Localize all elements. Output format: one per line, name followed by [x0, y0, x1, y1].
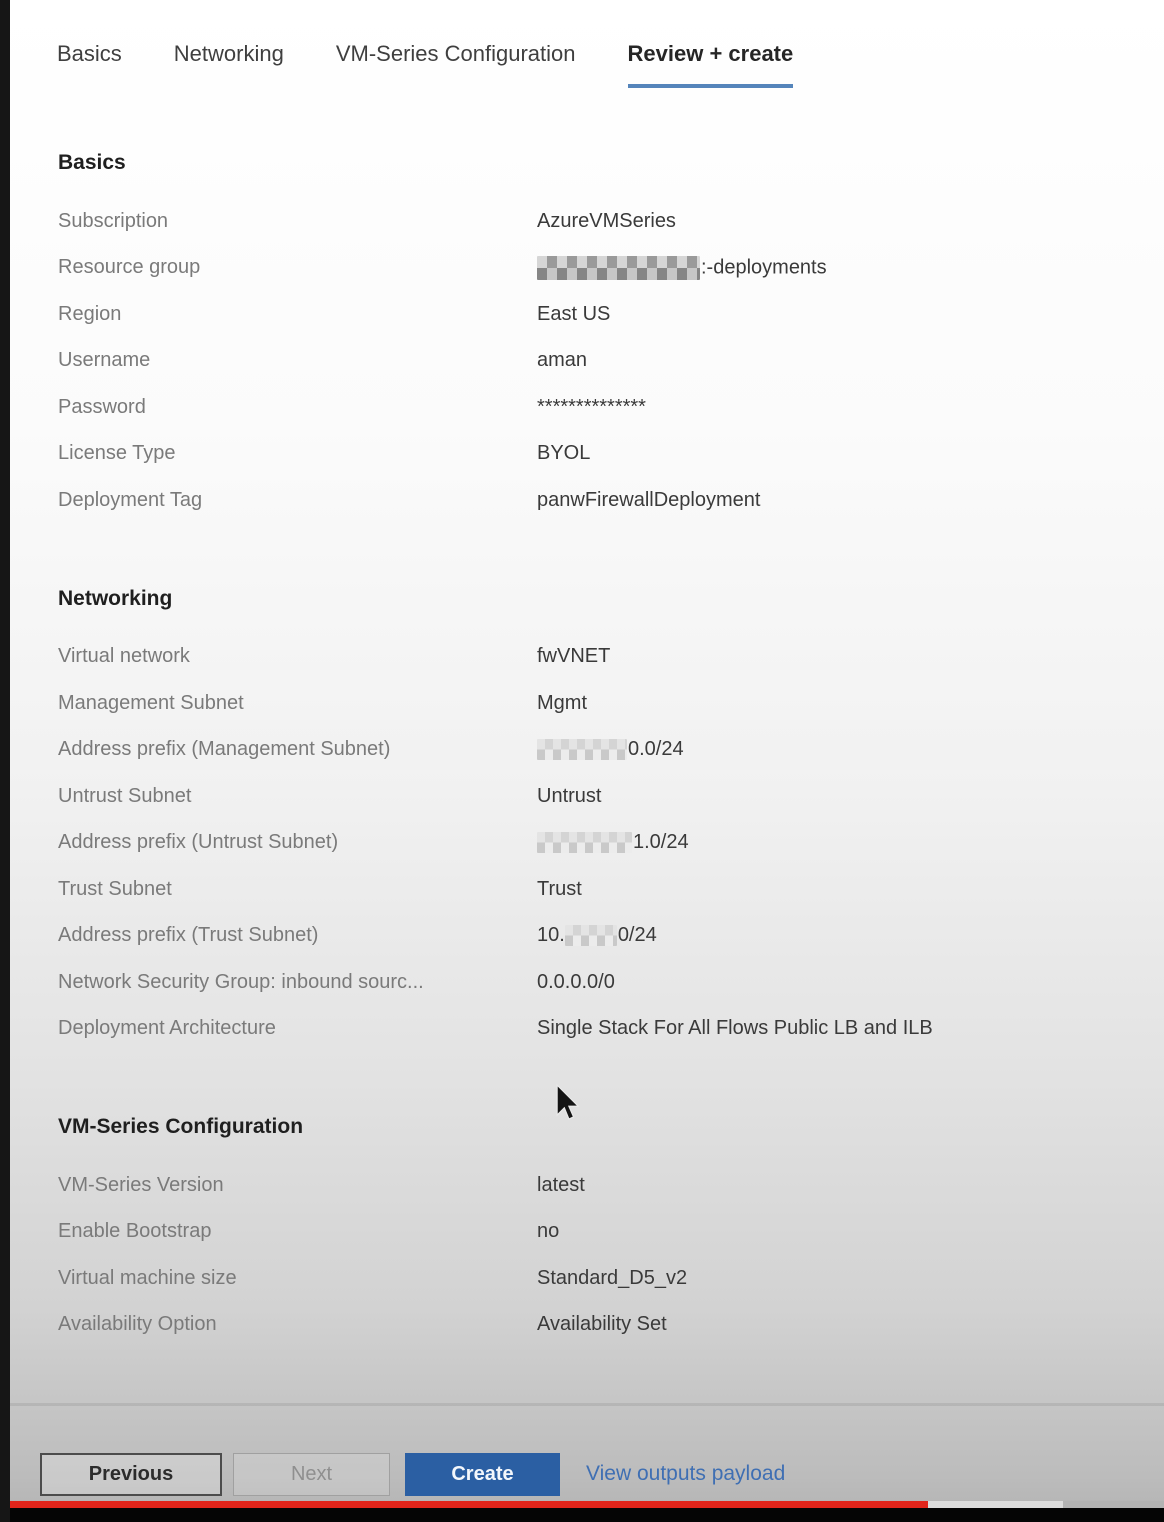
field-value [537, 971, 615, 994]
field-value [537, 1174, 585, 1197]
field-value [537, 210, 676, 233]
field-label: Enable Bootstrap [58, 1220, 212, 1243]
field-row-address-prefix-management-subnet [58, 727, 1164, 774]
field-label: Untrust Subnet [58, 784, 192, 807]
redacted-blur [537, 832, 632, 853]
value-text: panwFirewallDeployment [537, 488, 761, 511]
field-row-management-subnet [58, 680, 1164, 727]
value-text: Trust [537, 877, 582, 900]
field-value [537, 303, 610, 326]
create-button[interactable]: Create [405, 1453, 560, 1496]
field-row-license-type [58, 431, 1164, 478]
value-text: 10. [537, 924, 565, 947]
value-text: BYOL [537, 442, 591, 465]
field-row-subscription [58, 198, 1164, 245]
field-value [537, 738, 684, 761]
value-text: Availability Set [537, 1313, 667, 1336]
field-label: Deployment Architecture [58, 1017, 276, 1040]
field-row-password [58, 384, 1164, 431]
field-row-resource-group [58, 245, 1164, 292]
field-label: Availability Option [58, 1313, 217, 1336]
value-text: Untrust [537, 784, 602, 807]
field-label: Deployment Tag [58, 488, 203, 511]
value-text: Standard_D5_v2 [537, 1266, 688, 1289]
field-label: Username [58, 349, 151, 372]
field-value [537, 924, 657, 947]
video-left-edge [0, 0, 10, 1522]
field-row-untrust-subnet [58, 773, 1164, 820]
tab-bar [0, 0, 1164, 88]
value-text: 0.0.0.0/0 [537, 970, 615, 993]
field-row-region [58, 291, 1164, 338]
field-label: Management Subnet [58, 691, 244, 714]
field-row-vm-series-version [58, 1162, 1164, 1209]
field-row-availability-option [58, 1302, 1164, 1349]
video-progress-played [0, 1501, 928, 1508]
field-label: Address prefix (Trust Subnet) [58, 924, 319, 947]
field-value [537, 878, 582, 901]
field-row-virtual-network [58, 634, 1164, 681]
video-letterbox [0, 1508, 1164, 1522]
field-label: Trust Subnet [58, 877, 172, 900]
field-label: Network Security Group: inbound sourc... [58, 970, 424, 993]
field-value [537, 489, 760, 512]
value-text: Single Stack For All Flows Public LB and ILB [537, 1017, 933, 1040]
field-label: License Type [58, 442, 176, 465]
field-value [537, 1017, 933, 1040]
video-progress-buffered [928, 1501, 1063, 1508]
value-text: 0/24 [617, 924, 657, 947]
field-value [537, 396, 646, 419]
field-label: Virtual machine size [58, 1266, 237, 1289]
field-value [537, 1267, 687, 1290]
field-value [537, 442, 590, 465]
redacted-blur [537, 739, 627, 760]
value-text: East US [537, 302, 611, 325]
value-text: no [537, 1220, 560, 1243]
field-value [537, 1220, 559, 1243]
value-text: ************** [537, 395, 646, 418]
tab-vm-series-configuration[interactable]: VM-Series Configuration [335, 41, 576, 66]
previous-button[interactable]: Previous [40, 1453, 222, 1496]
field-row-network-security-group-inbound-sourc [58, 959, 1164, 1006]
section-vm-series-configuration [58, 1114, 1164, 1348]
next-button[interactable]: Next [233, 1453, 390, 1496]
field-row-username [58, 338, 1164, 385]
field-value [537, 349, 587, 372]
value-text: 1.0/24 [633, 831, 689, 854]
footer-bar [10, 1406, 1164, 1502]
field-value [537, 692, 587, 715]
field-row-virtual-machine-size [58, 1255, 1164, 1302]
redacted-blur [565, 925, 617, 946]
tab-review-create[interactable]: Review + create [628, 42, 794, 88]
section-basics [58, 150, 1164, 524]
field-label: VM-Series Version [58, 1173, 224, 1196]
field-row-enable-bootstrap [58, 1209, 1164, 1256]
field-row-trust-subnet [58, 866, 1164, 913]
value-text: 0.0/24 [628, 738, 684, 761]
field-row-deployment-architecture [58, 1006, 1164, 1053]
value-text: latest [537, 1173, 585, 1196]
value-text: fwVNET [537, 645, 611, 668]
field-label: Subscription [58, 209, 169, 232]
field-label: Address prefix (Management Subnet) [58, 738, 391, 761]
section-title: Networking [58, 586, 173, 610]
field-value [537, 785, 601, 808]
value-text: AzureVMSeries [537, 209, 676, 232]
review-content [0, 150, 1164, 1348]
field-row-deployment-tag [58, 477, 1164, 524]
value-text: aman [537, 349, 588, 372]
field-value [537, 1313, 667, 1336]
tab-basics[interactable]: Basics [57, 41, 122, 66]
field-label: Region [58, 302, 122, 325]
video-progress-track[interactable] [0, 1501, 1164, 1508]
value-text: Mgmt [537, 691, 587, 714]
section-networking [58, 586, 1164, 1053]
field-value [537, 256, 827, 280]
view-outputs-payload-link[interactable]: View outputs payload [586, 1462, 786, 1485]
section-title: Basics [58, 151, 126, 174]
tab-networking[interactable]: Networking [173, 41, 284, 66]
value-text: :-deployments [701, 256, 827, 279]
field-row-address-prefix-untrust-subnet [58, 820, 1164, 867]
field-row-address-prefix-trust-subnet [58, 913, 1164, 960]
field-label: Password [58, 395, 146, 418]
field-value [537, 645, 610, 668]
section-title: VM-Series Configuration [58, 1115, 304, 1138]
field-value [537, 831, 689, 854]
field-label: Resource group [58, 256, 201, 279]
field-label: Virtual network [58, 645, 190, 668]
field-label: Address prefix (Untrust Subnet) [58, 831, 339, 854]
redacted-blur [537, 256, 700, 280]
mouse-cursor-icon [552, 1084, 580, 1129]
